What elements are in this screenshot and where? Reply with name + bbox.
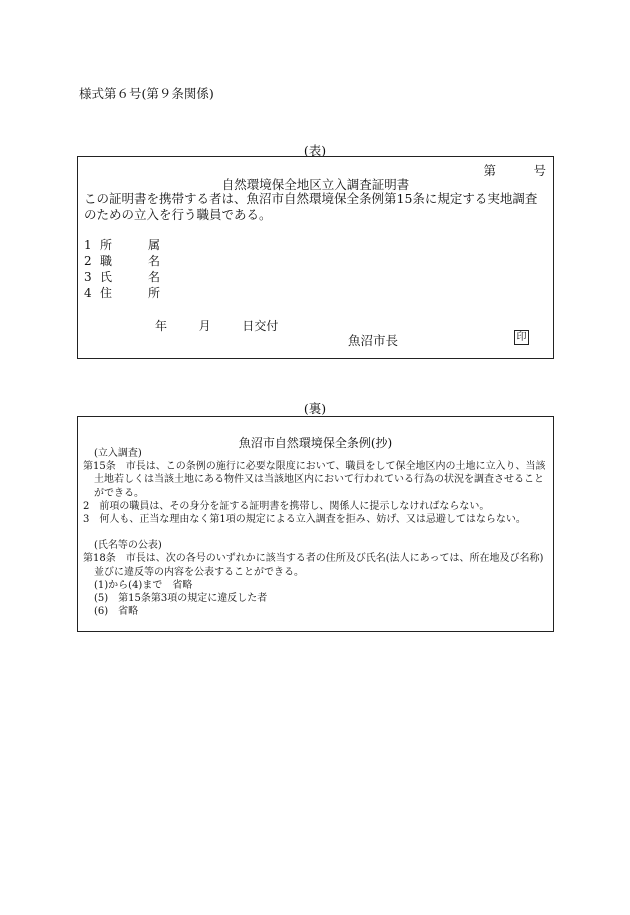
heading-publication: (氏名等の公表) [94, 540, 162, 552]
seal-stamp: 印 [514, 330, 529, 345]
heading-inspection: (立入調査) [94, 448, 142, 459]
ordinance-title: 魚沼市自然環境保全条例(抄) [238, 436, 393, 450]
certificate-title: 自然環境保全地区立入調査証明書 [221, 177, 410, 192]
article-18-item: (1)から(4)まで 省略 [94, 579, 193, 591]
article-18: 第18条 市長は、次の各号のいずれかに該当する者の住所及び氏名(法人にあっては、所在地及び名称)並びに違反等の内容を公表することができる。 [83, 553, 544, 578]
field-job-title: 2 職 名 [84, 254, 160, 268]
date-month: 月 [198, 319, 211, 333]
form-number-label: 様式第６号(第９条関係) [79, 86, 214, 101]
number-prefix: 第 [483, 163, 496, 178]
article-15: 第15条 市長は、この条例の施行に必要な限度において、職員をして保全地区内の土地に立入り、当該土地若しくは当該土地にある物件又は当該地区内において行われている行為の状況を調査させることができる。 [83, 461, 546, 499]
certificate-back-box [77, 416, 554, 632]
front-side-label: (表) [303, 143, 327, 158]
certificate-description: この証明書を携帯する者は、魚沼市自然環境保全条例第15条に規定する実地調査のための立入を行う職員である。 [84, 191, 538, 222]
number-suffix: 号 [533, 163, 546, 178]
issue-date-line [155, 317, 280, 334]
date-year: 年 [155, 319, 168, 333]
article-18-item: (5) 第15条第3項の規定に違反した者 [94, 593, 268, 605]
field-affiliation: 1 所 属 [84, 238, 160, 252]
article-15-paragraph-3: 3 何人も、正当な理由なく第1項の規定による立入調査を拒み、妨げ、又は忌避してはならない。 [83, 514, 526, 526]
ordinance-body [83, 447, 548, 618]
back-side-label: (裏) [303, 401, 327, 416]
field-address: 4 住 所 [84, 286, 160, 300]
field-name: 3 氏 名 [84, 270, 160, 284]
issuer-name: 魚沼市長 [348, 333, 399, 348]
certificate-front-box [77, 156, 554, 359]
article-18-item: (6) 省略 [94, 606, 139, 618]
date-day-issued: 日交付 [242, 319, 279, 333]
certificate-fields [84, 237, 160, 301]
article-15-paragraph-2: 2 前項の職員は、その身分を証する証明書を携帯し、関係人に提示しなければならない。 [83, 500, 490, 512]
